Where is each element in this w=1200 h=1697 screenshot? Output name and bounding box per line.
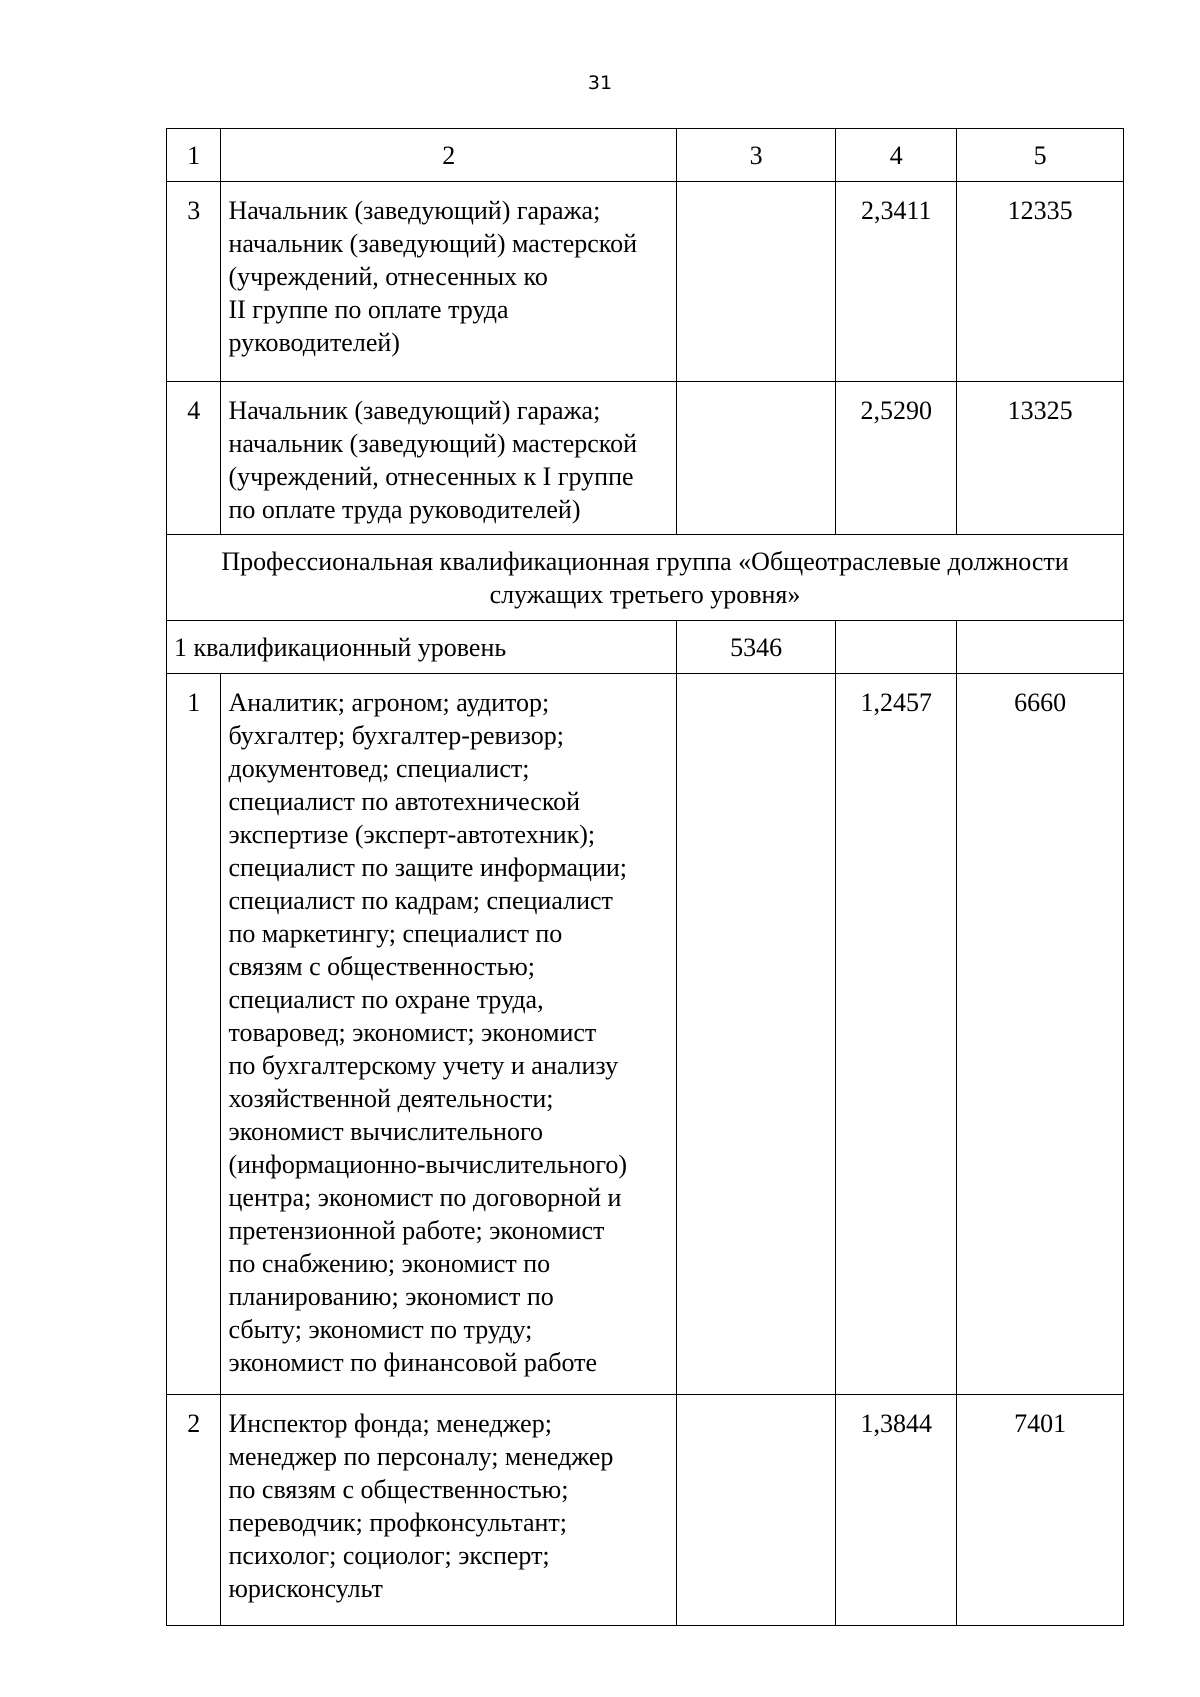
description-line: по снабжению; экономист по: [228, 1249, 551, 1278]
group-title-row: [167, 535, 1124, 621]
base-salary-cell: [677, 1395, 836, 1626]
position-description: [221, 382, 677, 535]
description-line: психолог; социолог; эксперт;: [228, 1541, 550, 1570]
base-salary-cell: 5346: [677, 621, 836, 674]
description-line: планированию; экономист по: [228, 1282, 554, 1311]
header-col-5: 5: [957, 129, 1124, 182]
salary-cell: 7401: [957, 1395, 1124, 1626]
header-col-1: 1: [167, 129, 221, 182]
coefficient-cell: [836, 621, 957, 674]
description-line: руководителей): [228, 328, 400, 357]
row-number: 2: [167, 1395, 221, 1626]
coefficient-cell: 1,3844: [836, 1395, 957, 1626]
description-line: претензионной работе; экономист: [228, 1216, 605, 1245]
salary-cell: 6660: [957, 674, 1124, 1395]
description-line: специалист по охране труда,: [228, 985, 544, 1014]
row-number: 1: [167, 674, 221, 1395]
description-line: переводчик; профконсультант;: [228, 1508, 568, 1537]
header-col-2: 2: [221, 129, 677, 182]
group-title-line: служащих третьего уровня»: [489, 579, 801, 609]
table-row: [167, 1395, 1124, 1626]
description-line: по маркетингу; специалист по: [228, 919, 563, 948]
table-row: [167, 182, 1124, 382]
description-line: связям с общественностью;: [228, 952, 536, 981]
description-line: экспертизе (эксперт-автотехник);: [228, 820, 596, 849]
description-line: II группе по оплате труда: [228, 295, 509, 324]
description-line: Начальник (заведующий) гаража;: [228, 196, 601, 225]
description-line: Инспектор фонда; менеджер;: [228, 1409, 552, 1438]
description-line: по связям с общественностью;: [228, 1475, 569, 1504]
description-line: сбыту; экономист по труду;: [228, 1315, 533, 1344]
table-row: [167, 674, 1124, 1395]
description-line: экономист по финансовой работе: [228, 1348, 598, 1377]
description-line: документовед; специалист;: [228, 754, 530, 783]
description-line: специалист по защите информации;: [228, 853, 627, 882]
salary-cell: 13325: [957, 382, 1124, 535]
description-line: (информационно-вычислительного): [228, 1150, 628, 1179]
base-salary-cell: [677, 382, 836, 535]
base-salary-cell: [677, 182, 836, 382]
description-line: менеджер по персоналу; менеджер: [228, 1442, 614, 1471]
qualification-level-row: [167, 621, 1124, 674]
description-line: начальник (заведующий) мастерской: [228, 429, 638, 458]
description-line: (учреждений, отнесенных ко: [228, 262, 548, 291]
coefficient-cell: 2,5290: [836, 382, 957, 535]
position-description: [221, 1395, 677, 1626]
header-col-3: 3: [677, 129, 836, 182]
group-title-line: Профессиональная квалификационная группа «Общеотраслевые должности: [221, 546, 1069, 576]
qualification-level-label: 1 квалификационный уровень: [167, 621, 677, 674]
salary-table: [166, 128, 1124, 1626]
description-line: специалист по автотехнической: [228, 787, 581, 816]
description-line: центра; экономист по договорной и: [228, 1183, 622, 1212]
coefficient-cell: 2,3411: [836, 182, 957, 382]
description-line: Аналитик; агроном; аудитор;: [228, 688, 550, 717]
description-line: начальник (заведующий) мастерской: [228, 229, 638, 258]
coefficient-cell: 1,2457: [836, 674, 957, 1395]
description-line: (учреждений, отнесенных к I группе: [228, 462, 634, 491]
salary-cell: [957, 621, 1124, 674]
description-line: юрисконсульт: [228, 1574, 383, 1603]
description-line: по бухгалтерскому учету и анализу: [228, 1051, 619, 1080]
position-description: [221, 182, 677, 382]
salary-cell: 12335: [957, 182, 1124, 382]
description-line: хозяйственной деятельности;: [228, 1084, 554, 1113]
position-description: [221, 674, 677, 1395]
table-header-row: [167, 129, 1124, 182]
group-title: [167, 535, 1124, 621]
description-line: по оплате труда руководителей): [228, 495, 581, 524]
description-line: экономист вычислительного: [228, 1117, 543, 1146]
header-col-4: 4: [836, 129, 957, 182]
description-line: специалист по кадрам; специалист: [228, 886, 613, 915]
row-number: 4: [167, 382, 221, 535]
description-line: товаровед; экономист; экономист: [228, 1018, 597, 1047]
description-line: Начальник (заведующий) гаража;: [228, 396, 601, 425]
description-line: бухгалтер; бухгалтер-ревизор;: [228, 721, 565, 750]
table-row: [167, 382, 1124, 535]
base-salary-cell: [677, 674, 836, 1395]
page-number: 31: [587, 72, 613, 94]
row-number: 3: [167, 182, 221, 382]
